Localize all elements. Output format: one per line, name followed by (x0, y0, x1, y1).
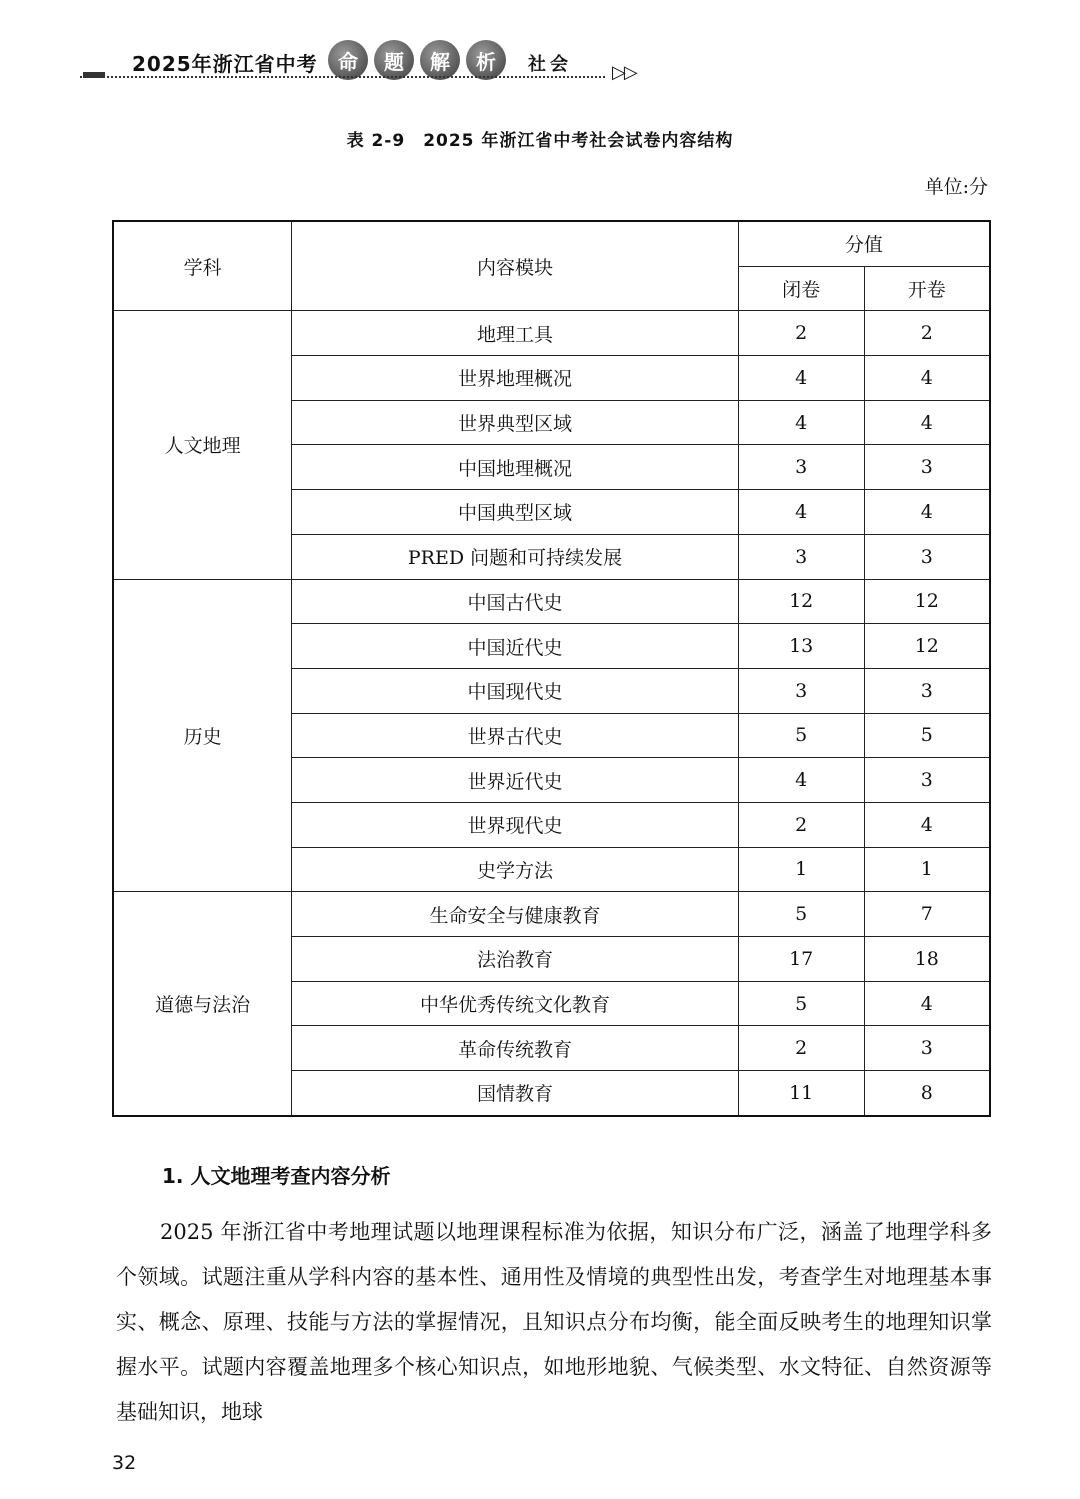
table-unit: 单位:分 (924, 176, 988, 198)
module-cell: 世界古代史 (292, 713, 738, 758)
module-cell: 世界现代史 (292, 802, 738, 847)
header-badge: 析 (466, 40, 506, 80)
body-paragraph: 2025 年浙江省中考地理试题以地理课程标准为依据，知识分布广泛，涵盖了地理学科多个领域。试题注重从学科内容的基本性、通用性及情境的典型性出发，考查学生对地理基本事实、概念、原理、技能与方法的掌握情况，且知识点分布均衡，能全面反映考生的地理知识掌握水平。试题内容覆盖地理多个核心知识点，如地形地貌、气候类型、水文特征、自然资源等基础知识，地球 (116, 1220, 992, 1424)
module-cell: PRED 问题和可持续发展 (292, 534, 738, 579)
header-title: 2025年浙江省中考 (132, 52, 318, 76)
module-cell: 地理工具 (292, 311, 738, 356)
closed-score-cell: 5 (738, 713, 864, 758)
section-heading: 1. 人文地理考查内容分析 (162, 1164, 391, 1188)
open-score-cell: 1 (864, 847, 990, 892)
table-row (113, 311, 990, 356)
open-score-cell: 4 (864, 981, 990, 1026)
closed-score-cell: 11 (738, 1071, 864, 1116)
module-cell: 中国典型区域 (292, 490, 738, 535)
header-arrows-icon: ▷▷ (612, 62, 636, 83)
module-cell: 世界典型区域 (292, 400, 738, 445)
header-mark (83, 72, 105, 78)
subject-cell: 人文地理 (113, 311, 292, 579)
header-badge: 题 (374, 40, 414, 80)
open-score-cell: 2 (864, 311, 990, 356)
header-subject: 社会 (528, 54, 572, 75)
subject-cell: 道德与法治 (113, 892, 292, 1116)
open-score-cell: 7 (864, 892, 990, 937)
table-row (113, 579, 990, 624)
closed-score-cell: 4 (738, 490, 864, 535)
page-number: 32 (112, 1452, 137, 1474)
closed-score-cell: 3 (738, 445, 864, 490)
module-cell: 世界地理概况 (292, 356, 738, 401)
open-score-cell: 4 (864, 400, 990, 445)
open-score-cell: 4 (864, 490, 990, 535)
header-open-cell: 开卷 (864, 266, 990, 311)
header-badge: 解 (420, 40, 460, 80)
closed-score-cell: 4 (738, 758, 864, 803)
open-score-cell: 18 (864, 937, 990, 982)
header-badge-group (328, 40, 506, 80)
closed-score-cell: 2 (738, 802, 864, 847)
closed-score-cell: 2 (738, 311, 864, 356)
module-cell: 革命传统教育 (292, 1026, 738, 1071)
closed-score-cell: 1 (738, 847, 864, 892)
closed-score-cell: 5 (738, 892, 864, 937)
open-score-cell: 3 (864, 758, 990, 803)
header-closed-cell: 闭卷 (738, 266, 864, 311)
header-subject-cell: 学科 (113, 221, 292, 311)
module-cell: 法治教育 (292, 937, 738, 982)
closed-score-cell: 4 (738, 356, 864, 401)
table-title: 表 2-9 2025 年浙江省中考社会试卷内容结构 (346, 131, 734, 151)
header-dotted-rule (80, 76, 605, 78)
running-header (80, 40, 640, 90)
open-score-cell: 3 (864, 1026, 990, 1071)
open-score-cell: 4 (864, 356, 990, 401)
open-score-cell: 3 (864, 534, 990, 579)
open-score-cell: 8 (864, 1071, 990, 1116)
subject-cell: 历史 (113, 579, 292, 892)
open-score-cell: 3 (864, 668, 990, 713)
module-cell: 世界近代史 (292, 758, 738, 803)
header-score-cell: 分值 (738, 221, 990, 266)
table-row (113, 892, 990, 937)
open-score-cell: 5 (864, 713, 990, 758)
closed-score-cell: 13 (738, 624, 864, 669)
module-cell: 中国古代史 (292, 579, 738, 624)
closed-score-cell: 2 (738, 1026, 864, 1071)
module-cell: 史学方法 (292, 847, 738, 892)
closed-score-cell: 3 (738, 668, 864, 713)
module-cell: 中国地理概况 (292, 445, 738, 490)
closed-score-cell: 12 (738, 579, 864, 624)
open-score-cell: 12 (864, 579, 990, 624)
header-module-cell: 内容模块 (292, 221, 738, 311)
module-cell: 生命安全与健康教育 (292, 892, 738, 937)
open-score-cell: 4 (864, 802, 990, 847)
closed-score-cell: 4 (738, 400, 864, 445)
closed-score-cell: 3 (738, 534, 864, 579)
module-cell: 国情教育 (292, 1071, 738, 1116)
header-badge: 命 (328, 40, 368, 80)
open-score-cell: 12 (864, 624, 990, 669)
closed-score-cell: 5 (738, 981, 864, 1026)
module-cell: 中华优秀传统文化教育 (292, 981, 738, 1026)
open-score-cell: 3 (864, 445, 990, 490)
module-cell: 中国现代史 (292, 668, 738, 713)
closed-score-cell: 17 (738, 937, 864, 982)
content-structure-table (112, 220, 991, 1117)
module-cell: 中国近代史 (292, 624, 738, 669)
